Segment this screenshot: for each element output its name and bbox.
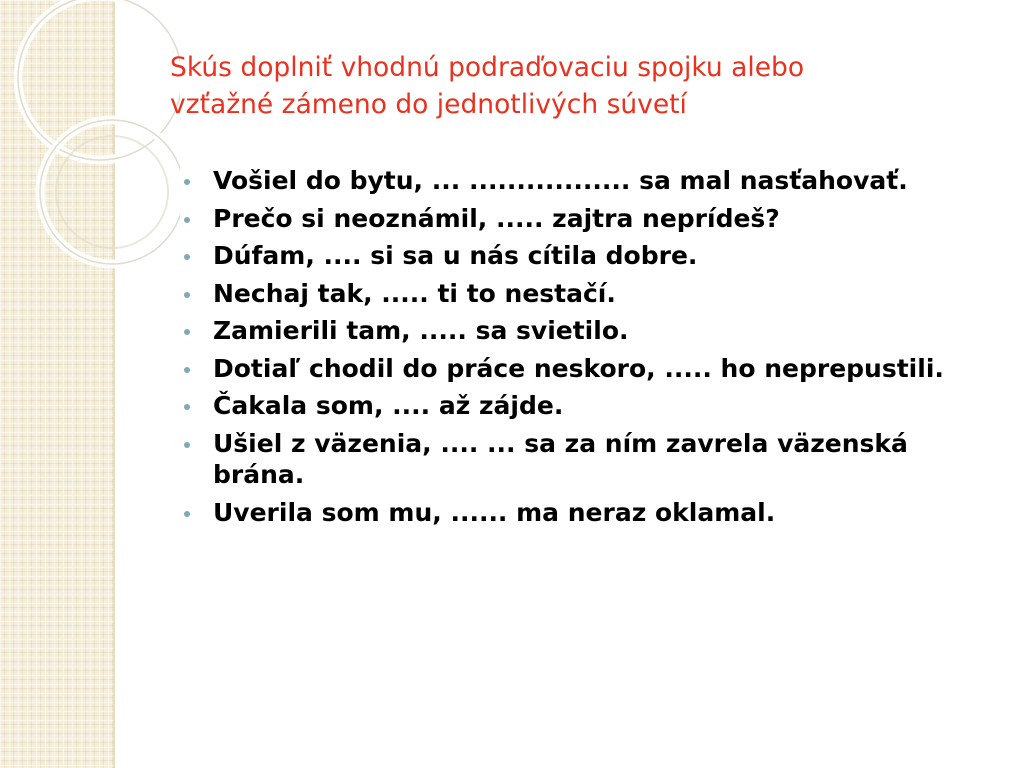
exercise-item bbox=[180, 428, 1000, 491]
slide-title-line: Skús doplniť vhodnú podraďovaciu spojku alebo bbox=[170, 52, 805, 83]
slide-title-line: vzťažné zámeno do jednotlivých súvetí bbox=[170, 88, 687, 120]
bullet-icon bbox=[184, 254, 190, 260]
exercise-sentence: Prečo si neoznámil, ..... zajtra neprídeš? bbox=[213, 203, 780, 233]
exercise-item bbox=[180, 353, 1000, 385]
exercise-item bbox=[180, 165, 1000, 197]
slide-title bbox=[170, 50, 990, 123]
panel-divider bbox=[113, 0, 115, 768]
exercise-sentence: Vošiel do bytu, ... ................. sa mal nasťahovať. bbox=[213, 166, 908, 195]
exercise-sentence: Dotiaľ chodil do práce neskoro, ..... ho neprepustili. bbox=[213, 353, 944, 383]
exercise-item bbox=[180, 203, 1000, 235]
bullet-icon bbox=[184, 404, 190, 410]
exercise-sentence: Zamierili tam, ..... sa svietilo. bbox=[213, 316, 629, 345]
bullet-icon bbox=[184, 217, 190, 223]
exercise-sentence: Uverila som mu, ...... ma neraz oklamal. bbox=[213, 497, 776, 527]
exercise-list bbox=[180, 165, 1000, 534]
exercise-sentence: Dúfam, .... si sa u nás cítila dobre. bbox=[213, 241, 698, 270]
bullet-icon bbox=[184, 442, 190, 448]
exercise-item bbox=[180, 240, 1000, 272]
exercise-item bbox=[180, 278, 1000, 310]
exercise-sentence: Čakala som, .... až zájde. bbox=[213, 391, 564, 420]
grid-pattern-panel bbox=[0, 0, 113, 768]
exercise-item bbox=[180, 390, 1000, 422]
exercise-sentence: Ušiel z väzenia, .... ... sa za ním zavrela väzenská brána. bbox=[213, 428, 908, 489]
bullet-icon bbox=[184, 329, 190, 335]
bullet-icon bbox=[184, 292, 190, 298]
bullet-icon bbox=[184, 511, 190, 517]
exercise-sentence: Nechaj tak, ..... ti to nestačí. bbox=[213, 278, 616, 308]
exercise-item bbox=[180, 497, 1000, 529]
exercise-item bbox=[180, 315, 1000, 347]
bullet-icon bbox=[184, 179, 190, 185]
bullet-icon bbox=[184, 367, 190, 373]
